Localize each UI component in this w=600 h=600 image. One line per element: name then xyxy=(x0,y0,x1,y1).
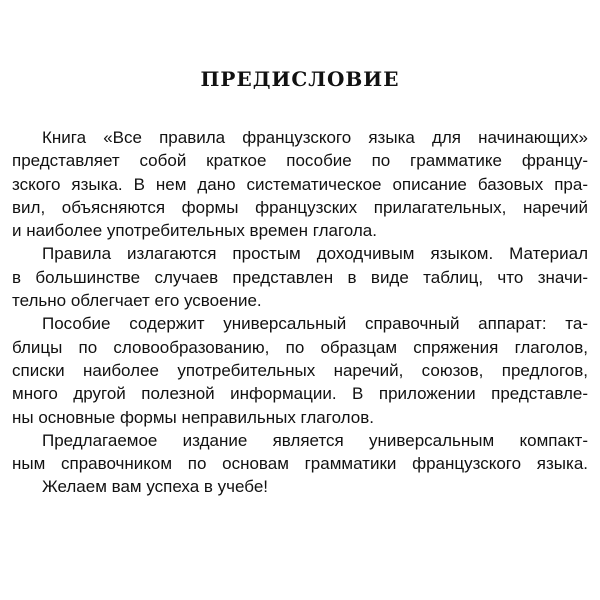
text-line: Пособие содержит универсальный справочный аппарат: та- xyxy=(42,314,588,334)
document-page xyxy=(12,0,588,600)
text-line: ным справочником по основам грамматики французского языка. xyxy=(12,454,588,474)
page-title: ПРЕДИСЛОВИЕ xyxy=(200,67,400,91)
paragraph-1 xyxy=(12,126,588,242)
text-line: и наиболее употребительных времен глагола. xyxy=(12,221,377,241)
text-line: Предлагаемое издание является универсальным компакт- xyxy=(42,430,588,450)
text-line: Желаем вам успеха в учебе! xyxy=(42,477,269,497)
text-line: ны основные формы неправильных глаголов. xyxy=(12,407,374,427)
text-line: в большинстве случаев представлен в виде таблиц, что значи- xyxy=(12,267,588,287)
text-line: блицы по словообразованию, по образцам спряжения глаголов, xyxy=(12,337,588,357)
text-line: Правила излагаются простым доходчивым языком. Материал xyxy=(42,244,588,264)
text-line: Книга «Все правила французского языка для начинающих» xyxy=(42,128,588,147)
paragraph-5 xyxy=(12,475,588,498)
paragraph-2 xyxy=(12,242,588,312)
paragraph-4 xyxy=(12,429,588,476)
paragraph-3 xyxy=(12,312,588,428)
text-line: тельно облегчает его усвоение. xyxy=(12,291,262,311)
text-line: зского языка. В нем дано систематическое описание базовых пра- xyxy=(12,174,588,194)
text-line: вил, объясняются формы французских прилагательных, наречий xyxy=(12,197,588,217)
text-line: списки наиболее употребительных наречий, союзов, предлогов, xyxy=(12,360,588,380)
preface-body xyxy=(12,126,588,499)
text-line: представляет собой краткое пособие по грамматике францу- xyxy=(12,151,588,171)
text-line: много другой полезной информации. В приложении представле- xyxy=(12,384,588,404)
